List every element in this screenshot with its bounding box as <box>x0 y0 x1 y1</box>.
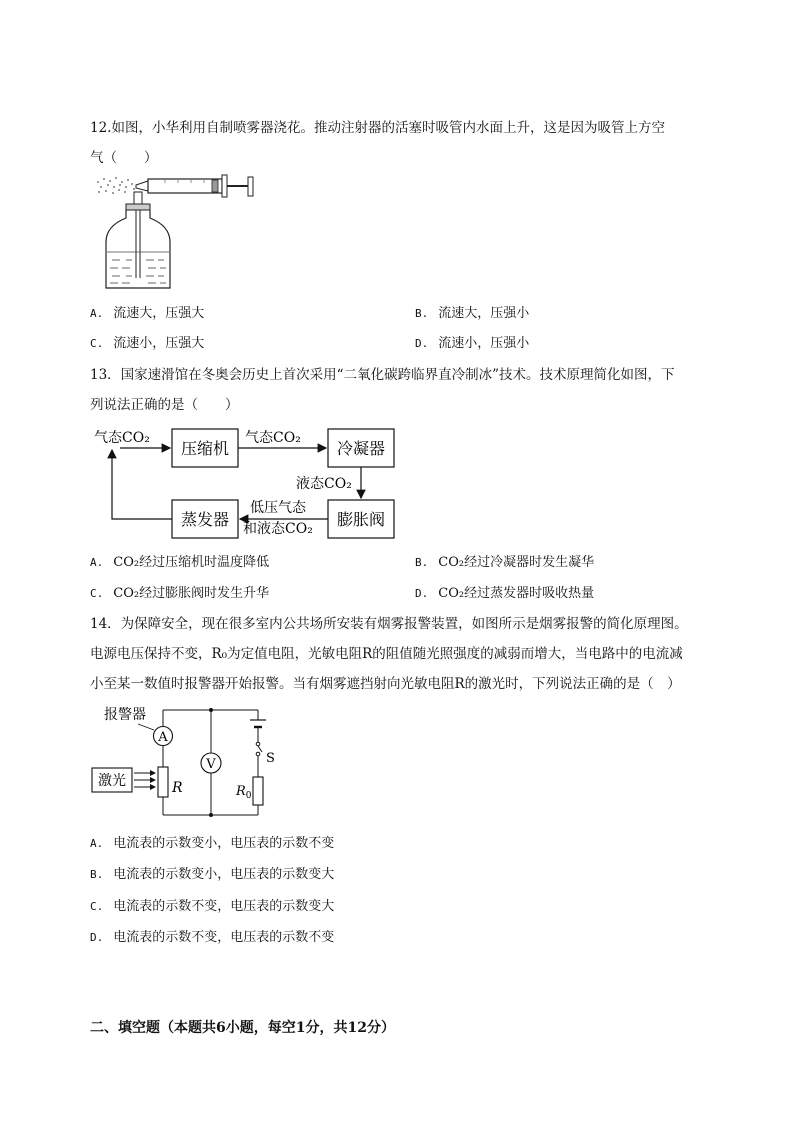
compressor-label: 压缩机 <box>180 439 230 458</box>
mix-label-line1: 低压气态 <box>250 500 306 516</box>
ammeter-symbol: A <box>158 730 168 745</box>
mix-label-line2: 和液态CO₂ <box>243 521 313 537</box>
alarm-label: 报警器 <box>104 707 146 723</box>
r0-label: $R_0$ <box>236 784 252 801</box>
q14-stem-line2: 电源电压保持不变，R₀为定值电阻，光敏电阻R的阻值随光照强度的减弱而增大，当电路中的电流减 <box>90 646 683 662</box>
q14-option-c: C. 电流表的示数不变，电压表的示数变大 <box>90 899 335 914</box>
q14-option-d: D. 电流表的示数不变，电压表的示数不变 <box>90 930 335 945</box>
switch-label: S <box>266 751 275 766</box>
q13-stem-line2: 列说法正确的是（ ） <box>90 397 239 413</box>
water-lines <box>107 252 169 283</box>
fixed-resistor <box>253 777 263 805</box>
q12-option-c: C. 流速小，压强大 <box>90 336 205 351</box>
q13-option-c: C. CO₂经过膨胀阀时发生升华 <box>90 586 270 601</box>
sprayer-figure <box>90 170 270 295</box>
q14-option-b: B. 电流表的示数变小，电压表的示数变大 <box>90 867 335 882</box>
gas-in-label: 气态CO₂ <box>94 430 150 446</box>
q13-option-a: A. CO₂经过压缩机时温度降低 <box>90 555 270 570</box>
q13-option-d: D. CO₂经过蒸发器时吸收热量 <box>415 586 595 601</box>
syringe-barrel <box>148 179 222 193</box>
section-heading-fill-in: 二、填空题（本题共6小题，每空1分，共12分） <box>90 1020 395 1036</box>
q14-stem-line1: 14．为保障安全，现在很多室内公共场所安装有烟雾报警装置，如图所示是烟雾报警的简化原理图。 <box>90 616 688 632</box>
gas-mid-label: 气态CO₂ <box>245 430 301 446</box>
photoresistor <box>158 767 168 797</box>
q14-option-a: A. 电流表的示数变小，电压表的示数不变 <box>90 836 335 851</box>
condenser-label: 冷凝器 <box>336 439 386 458</box>
liquid-label: 液态CO₂ <box>296 476 352 492</box>
evaporator-label: 蒸发器 <box>180 510 230 529</box>
q12-option-d: D. 流速小，压强小 <box>415 336 530 351</box>
q12-stem-line1: 12.如图，小华利用自制喷雾器浇花。推动注射器的活塞时吸管内水面上升，这是因为吸管上方空 <box>90 120 665 136</box>
smoke-alarm-circuit <box>90 702 290 820</box>
q12-option-b: B. 流速大，压强小 <box>415 306 530 321</box>
laser-beam-arrows <box>134 773 155 787</box>
q12-stem-line2: 气（ ） <box>90 150 158 166</box>
q14-stem-line3: 小至某一数值时报警器开始报警。当有烟雾遮挡射向光敏电阻R的激光时，下列说法正确的是（ ） <box>90 676 681 692</box>
r-label: R <box>172 780 183 796</box>
q12-option-a: A. 流速大，压强大 <box>90 306 205 321</box>
co2-refrigeration-diagram <box>90 420 410 545</box>
voltmeter-symbol: V <box>206 757 216 772</box>
q13-stem-line1: 13．国家速滑馆在冬奥会历史上首次采用“二氧化碳跨临界直冷制冰”技术。技术原理简化如图，下 <box>90 367 675 383</box>
switch-icon <box>256 742 262 756</box>
laser-label: 激光 <box>98 773 126 789</box>
battery-icon <box>250 720 266 727</box>
valve-label: 膨胀阀 <box>336 510 386 529</box>
q13-option-b: B. CO₂经过冷凝器时发生凝华 <box>415 555 595 570</box>
spray-mist-icon <box>97 177 135 194</box>
